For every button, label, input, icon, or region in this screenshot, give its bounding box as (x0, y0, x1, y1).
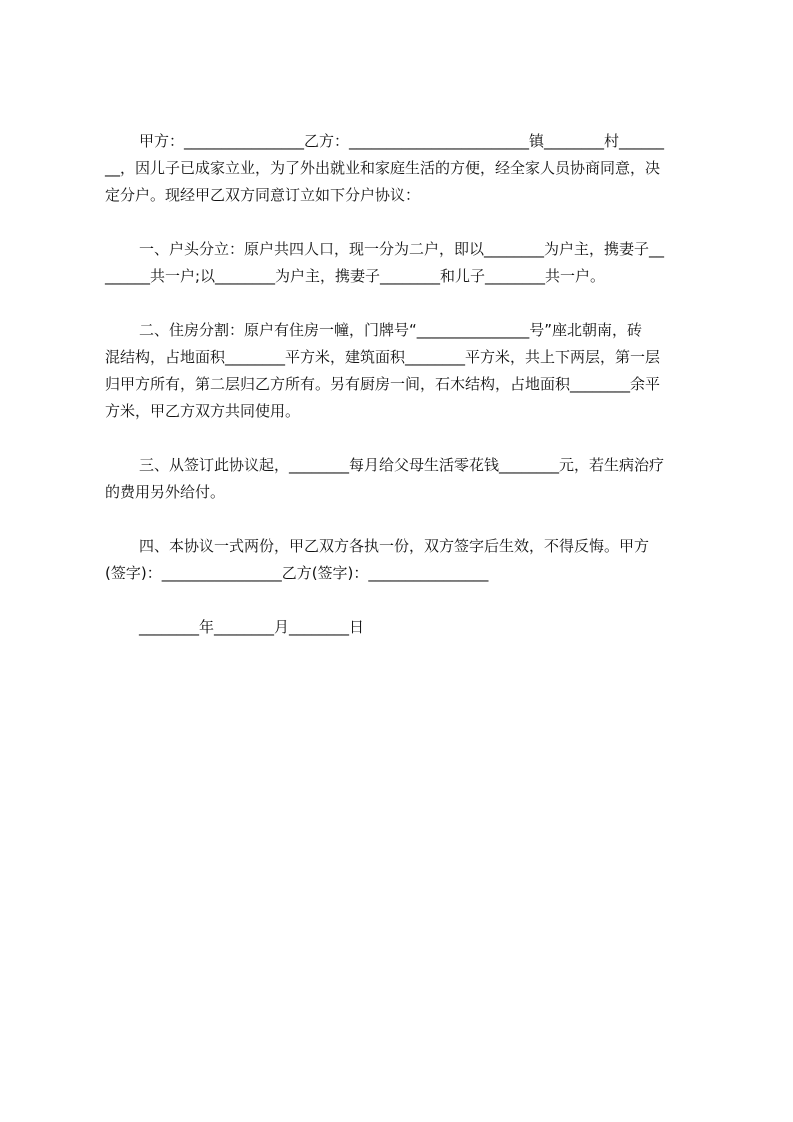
text-line: ______共一户;以________为户主，携妻子________和儿子________共一户。 (105, 267, 606, 285)
clause-2-paragraph (105, 317, 701, 425)
date-line (105, 614, 701, 641)
text-line: 定分户。现经甲乙双方同意订立如下分户协议： (105, 186, 421, 204)
text-line: 二、住房分割：原户有住房一幢，门牌号“_______________号”座北朝南，砖 (139, 321, 643, 339)
paragraph-gap (105, 209, 701, 236)
clause-1-paragraph (105, 236, 701, 290)
text-line: 混结构，占地面积________平方米，建筑面积________平方米，共上下两层，第一层 (105, 348, 661, 366)
date-text: ________年________月________日 (139, 618, 365, 636)
text-line: 方米，甲乙方双方共同使用。 (105, 402, 301, 420)
text-line: (签字)：________________乙方(签字)：________________ (105, 564, 489, 582)
clause-4-paragraph (105, 533, 701, 587)
paragraph-gap (105, 425, 701, 452)
clause-3-paragraph (105, 452, 701, 506)
text-line: 归甲方所有，第二层归乙方所有。另有厨房一间，石木结构，占地面积________余平 (105, 375, 661, 393)
paragraph-gap (105, 506, 701, 533)
text-line: 的费用另外给付。 (105, 483, 226, 501)
preamble-paragraph (105, 128, 701, 209)
text-line: 三、从签订此协议起，________每月给父母生活零花钱________元，若生病治疗 (139, 456, 665, 474)
text-line: 一、户头分立：原户共四人口，现一分为二户，即以________为户主，携妻子__ (139, 240, 665, 258)
agreement-document (105, 128, 701, 641)
paragraph-gap (105, 290, 701, 317)
paragraph-gap (105, 587, 701, 614)
text-line: 四、本协议一式两份，甲乙双方各执一份，双方签字后生效，不得反悔。甲方 (139, 537, 650, 555)
text-line: __，因儿子已成家立业，为了外出就业和家庭生活的方便，经全家人员协商同意，决 (105, 159, 661, 177)
text-line: 甲方：________________乙方：________________________镇________村______ (139, 132, 665, 150)
